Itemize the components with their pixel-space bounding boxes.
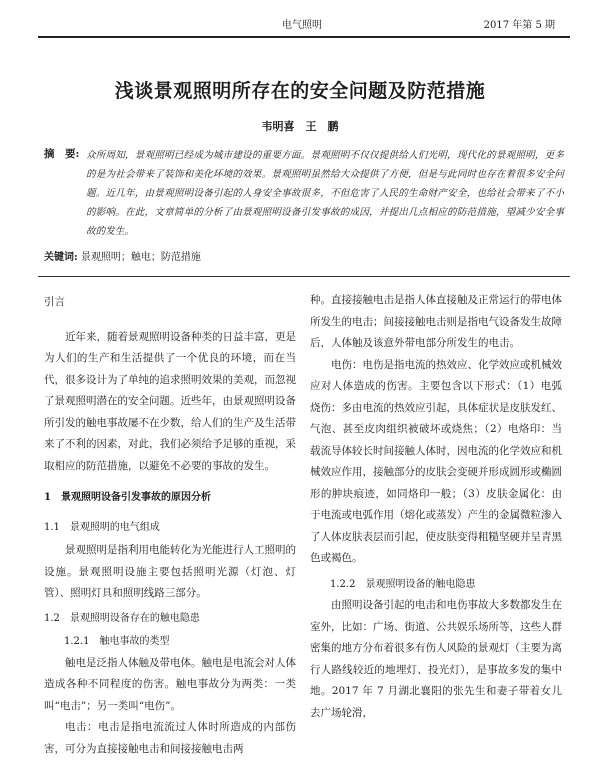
- left-column: [44, 290, 296, 760]
- electric-injury-paragraph: 电伤：电伤是指电流的热效应、化学效应或机械效应对人体造成的伤害。主要包含以下形式：（1）电弧烧伤：多由电流的热效应引起，具体症状是皮肤发红、气泡、甚至皮肉组织被破坏或烧焦；（2）电烙印：当载流导体较长时间接触人体时，因电流的化学效应和机械效应作用，接触部分的皮肤会变硬并形成圆形或椭圆形的肿块痕迹，如同烙印一般；（3）皮肤金属化：由于电流或电弧作用（熔化或蒸发）产生的金属微粒渗入了人体皮肤表层而引起，使皮肤变得粗糙坚硬并呈青黑色或褐色。: [310, 358, 562, 564]
- header-rule: [38, 36, 570, 38]
- subsection-1-2-heading: 1.2 景观照明设备存在的触电隐患: [44, 612, 200, 624]
- subsection-1-1-paragraph: 景观照明是指利用电能转化为光能进行人工照明的设施。景观照明设施主要包括照明光源（灯泡、灯管）、照明灯具和照明线路三部分。: [44, 544, 296, 599]
- keywords-text: 景观照明；触电；防范措施: [80, 252, 201, 263]
- abstract-label: 摘 要:: [44, 148, 80, 160]
- electric-shock-paragraph: 电击：电击是指电流流过人体时所造成的内部伤害，可分为直接接触电击和间接接触电击两: [44, 721, 296, 755]
- subsection-1-2-2-heading: 1.2.2 景观照明设备的触电隐患: [330, 578, 476, 590]
- journal-name: 电气照明: [282, 20, 322, 31]
- subsection-1-2-1-paragraph: 触电是泛指人体触及带电体。触电是电流会对人体造成各种不同程度的伤害。触电事故分为两类：一类叫“电击”；另一类叫“电伤”。: [44, 656, 296, 712]
- section-1-heading: 1 景观照明设备引发事故的原因分析: [44, 492, 211, 503]
- subsection-1-2-1-heading: 1.2.1 触电事故的类型: [64, 636, 170, 647]
- paper-authors: 韦明喜 王 鹏: [261, 120, 339, 133]
- electric-shock-continued: 种。直接接触电击是指人体直接触及正常运行的带电体所发生的电击；间接接触电击则是指电气设备发生故障后，人体触及该意外带电部分所发生的电击。: [310, 294, 562, 349]
- keywords-label: 关键词:: [44, 252, 78, 263]
- intro-heading: 引言: [44, 296, 65, 308]
- keywords-rule: [38, 276, 570, 277]
- subsection-1-1-heading: 1.1 景观照明的电气组成: [44, 521, 160, 533]
- keywords-line: [44, 248, 201, 263]
- subsection-1-2-2-paragraph: 由照明设备引起的电击和电伤事故大多数都发生在室外，比如：广场、街道、公共娱乐场所等，这些人群密集的地方分布着很多有伤人风险的景观灯（主要为离行人路线较近的地埋灯、投光灯），是事故多发的集中地。2017 年 7 月湖北襄阳的张先生和妻子带着女儿去广场轮滑，: [310, 599, 562, 719]
- intro-paragraph: 近年来，随着景观照明设备种类的日益丰富，更是为人们的生产和生活提供了一个优良的环境，而在当代，很多设计为了单纯的追求照明效果的美观，而忽视了景观照明潜在的安全问题。近些年，由景观照明设备所引发的触电事故屡不在少数，给人们的生产及生活带来了不利的因素，对此，我们必须给予足够的重视，采取相应的防范措施，以避免不必要的事故的发生。: [44, 330, 296, 472]
- paper-title: 浅谈景观照明所存在的安全问题及防范措施: [114, 80, 486, 102]
- right-column: [310, 290, 562, 724]
- abstract-text: 众所周知，景观照明已经成为城市建设的重要方面。景观照明不仅仅提供给人们光明，现代化的景观照明，更多的是为社会带来了装饰和美化环境的效果。景观照明虽然给大众提供了方便，但是与此同时也存在着很多安全问题。近几年，由景观照明设备引起的人身安全事故很多，不但危害了人民的生命财产安全，也给社会带来了不小的影响。在此，文章简单的分析了由景观照明设备引发事故的成因，并提出几点相应的防范措施，望减少安全事故的发生。: [86, 150, 564, 237]
- issue-number: 2017 年第 5 期: [483, 20, 555, 31]
